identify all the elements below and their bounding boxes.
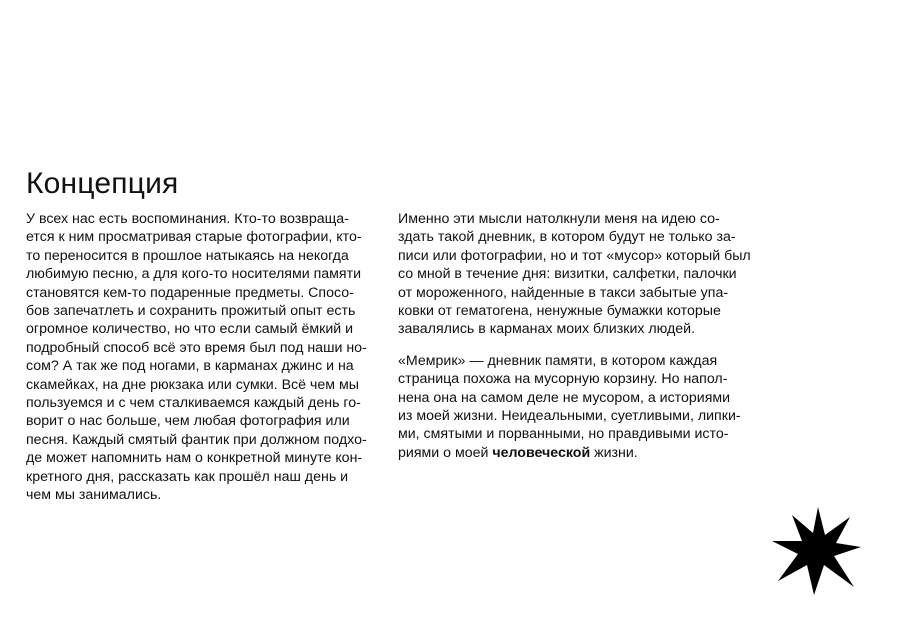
text-line: от мороженного, найденные в такси забытые упа- [398,284,729,301]
text-line: песня. Каждый смятый фантик при должном подхо- [26,431,367,448]
text-line: любимую песню, а для кого-то носителями памяти [26,266,362,283]
text-line: У всех нас есть воспоминания. Кто-то возвраща- [26,211,349,227]
star-burst-icon [770,505,862,597]
page-title: Концепция [26,167,179,200]
text-line: писи или фотографии, но и тот «мусор» который был [398,247,751,264]
text-line: пользуемся и с чем сталкиваемся каждый день го- [26,395,361,412]
text-line: здать такой дневник, в котором будут не только за- [398,229,736,246]
text-line: чем мы занимались. [26,487,162,504]
text-line: завалялись в карманах моих близких людей. [398,321,696,338]
text-line: бов запечатлеть и сохранить прожитый опыт есть [26,303,356,320]
text-fragment: риями о моей [398,444,493,461]
text-fragment: жизни. [590,444,638,461]
text-line: Именно эти мысли натолкнули меня на идею со- [398,211,720,227]
text-line-last [398,444,758,462]
text-line: скамейках, на дне рюкзака или сумки. Всё чем мы [26,376,359,393]
star-burst-shape [772,507,861,595]
right-text-column [398,210,758,462]
text-line: нена она на самом деле не мусором, а историями [398,389,731,406]
paragraph-memrik [398,352,758,462]
text-line: становятся кем-то подаренные предметы. Спосо- [26,284,354,301]
text-line: ется к ним просматривая старые фотографии, кто- [26,229,362,246]
text-line: ворит о нас больше, чем любая фотография или [26,413,350,430]
text-line: со мной в течение дня: визитки, салфетки, палочки [398,266,737,283]
paragraph-idea [398,210,758,339]
text-line: ми, смятыми и порванными, но правдивыми исто- [398,426,729,443]
text-line: страница похожа на мусорную корзину. Но напол- [398,371,728,388]
paragraph-spacer [398,339,758,352]
text-line: «Мемрик» — дневник памяти, в котором каждая [398,352,718,369]
emphasized-word: человеческой [492,444,591,461]
text-line: из моей жизни. Неидеальными, суетливыми, липки- [398,408,741,425]
text-line: то переносится в прошлое натыкаясь на некогда [26,247,349,264]
left-text-column [26,210,386,505]
text-line: де может напомнить нам о конкретной минуте кон- [26,450,363,467]
text-line: сом? А так же под ногами, в карманах джинс и на [26,358,354,375]
text-line: подробный способ всё это время был под наши но- [26,339,367,356]
text-line: кретного дня, рассказать как прошёл наш день и [26,468,349,485]
text-line: ковки от гематогена, ненужные бумажки которые [398,303,721,320]
text-line: огромное количество, но что если самый ёмкий и [26,321,354,338]
